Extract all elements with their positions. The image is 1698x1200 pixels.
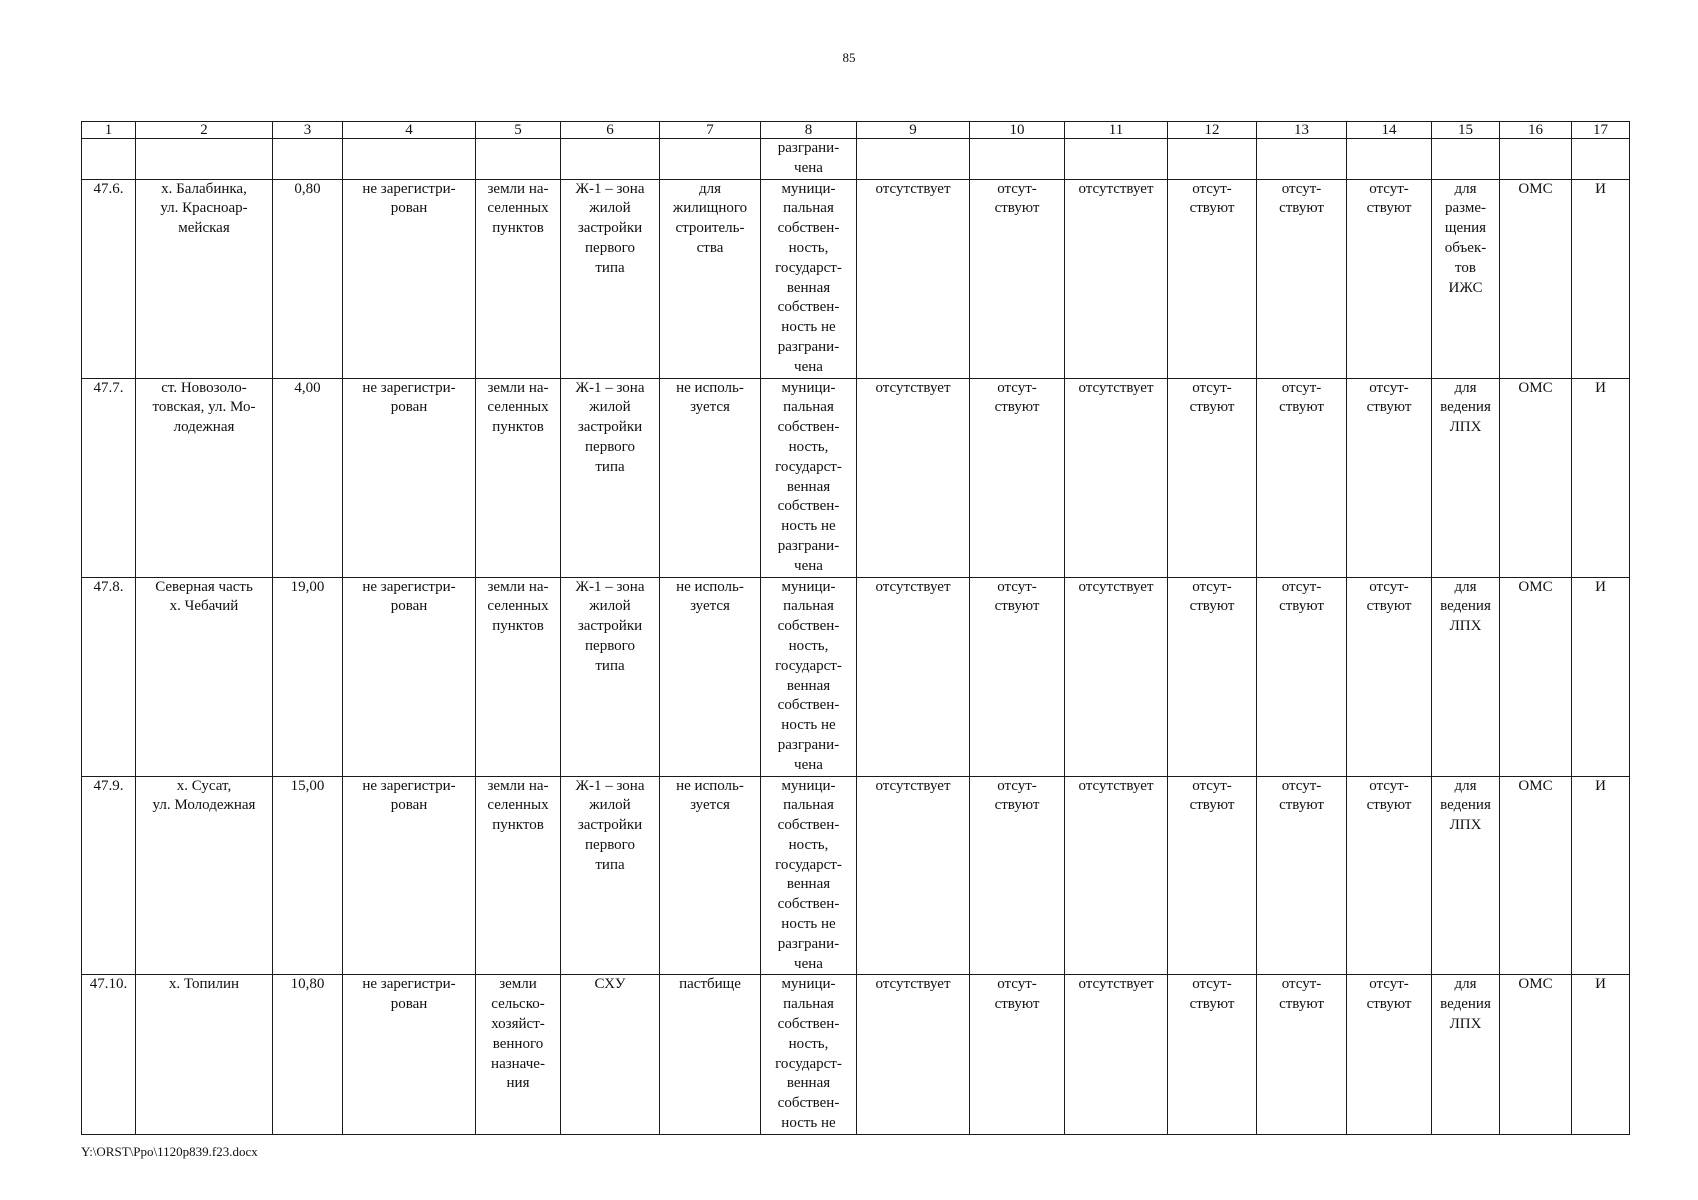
land-plots-table [81,121,1630,1135]
cell-col-7: 7 [660,122,761,139]
cell-col-13: отсут- ствуют [1257,776,1347,975]
cell-col-12: отсут- ствуют [1168,776,1257,975]
cell-col-11 [1065,139,1168,180]
cell-col-6: Ж-1 – зона жилой застройки первого типа [561,776,660,975]
cell-col-13 [1257,139,1347,180]
cell-col-17: И [1572,776,1630,975]
cell-col-11: отсутствует [1065,378,1168,577]
cell-col-3: 10,80 [273,975,343,1134]
cell-col-6: Ж-1 – зона жилой застройки первого типа [561,378,660,577]
cell-col-2: х. Топилин [136,975,273,1134]
table-row [82,975,1630,1134]
cell-col-17: 17 [1572,122,1630,139]
cell-col-16 [1500,139,1572,180]
table-row [82,179,1630,378]
cell-col-6: Ж-1 – зона жилой застройки первого типа [561,179,660,378]
cell-col-17: И [1572,179,1630,378]
cell-col-15: для ведения ЛПХ [1432,378,1500,577]
cell-col-6: СХУ [561,975,660,1134]
cell-col-3: 4,00 [273,378,343,577]
cell-col-10: отсут- ствуют [970,179,1065,378]
table-row [82,776,1630,975]
cell-col-4: не зарегистри- рован [343,378,476,577]
cell-col-2 [136,139,273,180]
cell-col-2: х. Балабинка, ул. Красноар- мейская [136,179,273,378]
cell-col-8: 8 [761,122,857,139]
cell-col-10: отсут- ствуют [970,378,1065,577]
cell-col-15: для ведения ЛПХ [1432,975,1500,1134]
cell-col-8: муници- пальная собствен- ность, государст- венная собствен- ность не разграни- чена [761,577,857,776]
cell-col-7: не исполь- зуется [660,378,761,577]
cell-col-8: муници- пальная собствен- ность, государст- венная собствен- ность не разграни- чена [761,179,857,378]
cell-col-15: 15 [1432,122,1500,139]
table-row [82,378,1630,577]
cell-col-10: отсут- ствуют [970,776,1065,975]
cell-col-15: для разме- щения объек- тов ИЖС [1432,179,1500,378]
cell-col-9: 9 [857,122,970,139]
cell-col-7: не исполь- зуется [660,776,761,975]
cell-col-3: 19,00 [273,577,343,776]
page-number: 85 [842,50,856,65]
cell-col-11: отсутствует [1065,179,1168,378]
cell-col-1: 47.7. [82,378,136,577]
cell-col-12: отсут- ствуют [1168,378,1257,577]
cell-col-13: 13 [1257,122,1347,139]
cell-col-13: отсут- ствуют [1257,179,1347,378]
cell-col-16: 16 [1500,122,1572,139]
cell-col-3: 0,80 [273,179,343,378]
continuation-row [82,139,1630,180]
cell-col-8: муници- пальная собствен- ность, государст- венная собствен- ность не разграни- чена [761,378,857,577]
cell-col-4: не зарегистри- рован [343,577,476,776]
cell-col-13: отсут- ствуют [1257,975,1347,1134]
cell-col-11: отсутствует [1065,975,1168,1134]
cell-col-5: земли сельско- хозяйст- венного назначе- ния [476,975,561,1134]
cell-col-4: не зарегистри- рован [343,776,476,975]
cell-col-10: 10 [970,122,1065,139]
cell-col-17 [1572,139,1630,180]
footer-file-path: Y:\ORST\Ppo\1120p839.f23.docx [81,1144,258,1159]
cell-col-11: 11 [1065,122,1168,139]
cell-col-14: отсут- ствуют [1347,975,1432,1134]
cell-col-14: 14 [1347,122,1432,139]
cell-col-14: отсут- ствуют [1347,378,1432,577]
cell-col-14: отсут- ствуют [1347,179,1432,378]
cell-col-3: 15,00 [273,776,343,975]
cell-col-11: отсутствует [1065,776,1168,975]
cell-col-1: 47.9. [82,776,136,975]
cell-col-16: ОМС [1500,975,1572,1134]
cell-col-2: х. Сусат, ул. Молодежная [136,776,273,975]
cell-col-7 [660,139,761,180]
cell-col-12 [1168,139,1257,180]
cell-col-13: отсут- ствуют [1257,577,1347,776]
cell-col-6 [561,139,660,180]
cell-col-9: отсутствует [857,776,970,975]
cell-col-5: земли на- селенных пунктов [476,179,561,378]
table-row [82,577,1630,776]
cell-col-8: муници- пальная собствен- ность, государст- венная собствен- ность не [761,975,857,1134]
cell-col-6: 6 [561,122,660,139]
cell-col-15: для ведения ЛПХ [1432,776,1500,975]
cell-col-12: отсут- ствуют [1168,975,1257,1134]
cell-col-17: И [1572,577,1630,776]
cell-col-10: отсут- ствуют [970,577,1065,776]
cell-col-5: 5 [476,122,561,139]
cell-col-7: не исполь- зуется [660,577,761,776]
cell-col-7: пастбище [660,975,761,1134]
cell-col-12: отсут- ствуют [1168,179,1257,378]
cell-col-14: отсут- ствуют [1347,776,1432,975]
cell-col-16: ОМС [1500,776,1572,975]
cell-col-3: 3 [273,122,343,139]
cell-col-1: 47.6. [82,179,136,378]
cell-col-3 [273,139,343,180]
cell-col-4: не зарегистри- рован [343,975,476,1134]
cell-col-10 [970,139,1065,180]
cell-col-5: земли на- селенных пунктов [476,776,561,975]
cell-col-5: земли на- селенных пунктов [476,577,561,776]
cell-col-5 [476,139,561,180]
cell-col-9 [857,139,970,180]
cell-col-16: ОМС [1500,179,1572,378]
cell-col-9: отсутствует [857,378,970,577]
cell-col-17: И [1572,378,1630,577]
cell-col-16: ОМС [1500,577,1572,776]
cell-col-10: отсут- ствуют [970,975,1065,1134]
cell-col-12: отсут- ствуют [1168,577,1257,776]
cell-col-15 [1432,139,1500,180]
cell-col-4: не зарегистри- рован [343,179,476,378]
cell-col-14: отсут- ствуют [1347,577,1432,776]
cell-col-2: Северная часть х. Чебачий [136,577,273,776]
cell-col-8: муници- пальная собствен- ность, государст- венная собствен- ность не разграни- чена [761,776,857,975]
cell-col-2: ст. Новозоло- товская, ул. Мо- лодежная [136,378,273,577]
cell-col-5: земли на- селенных пунктов [476,378,561,577]
cell-col-13: отсут- ствуют [1257,378,1347,577]
cell-col-9: отсутствует [857,179,970,378]
cell-col-6: Ж-1 – зона жилой застройки первого типа [561,577,660,776]
cell-col-16: ОМС [1500,378,1572,577]
cell-col-12: 12 [1168,122,1257,139]
cell-col-11: отсутствует [1065,577,1168,776]
table-body [82,122,1630,1135]
cell-col-15: для ведения ЛПХ [1432,577,1500,776]
cell-col-8: разграни- чена [761,139,857,180]
cell-col-4 [343,139,476,180]
cell-col-1: 47.10. [82,975,136,1134]
cell-col-7: для жилищного строитель- ства [660,179,761,378]
column-number-row [82,122,1630,139]
cell-col-1: 47.8. [82,577,136,776]
cell-col-1: 1 [82,122,136,139]
cell-col-2: 2 [136,122,273,139]
cell-col-9: отсутствует [857,975,970,1134]
cell-col-1 [82,139,136,180]
cell-col-14 [1347,139,1432,180]
cell-col-9: отсутствует [857,577,970,776]
cell-col-4: 4 [343,122,476,139]
cell-col-17: И [1572,975,1630,1134]
